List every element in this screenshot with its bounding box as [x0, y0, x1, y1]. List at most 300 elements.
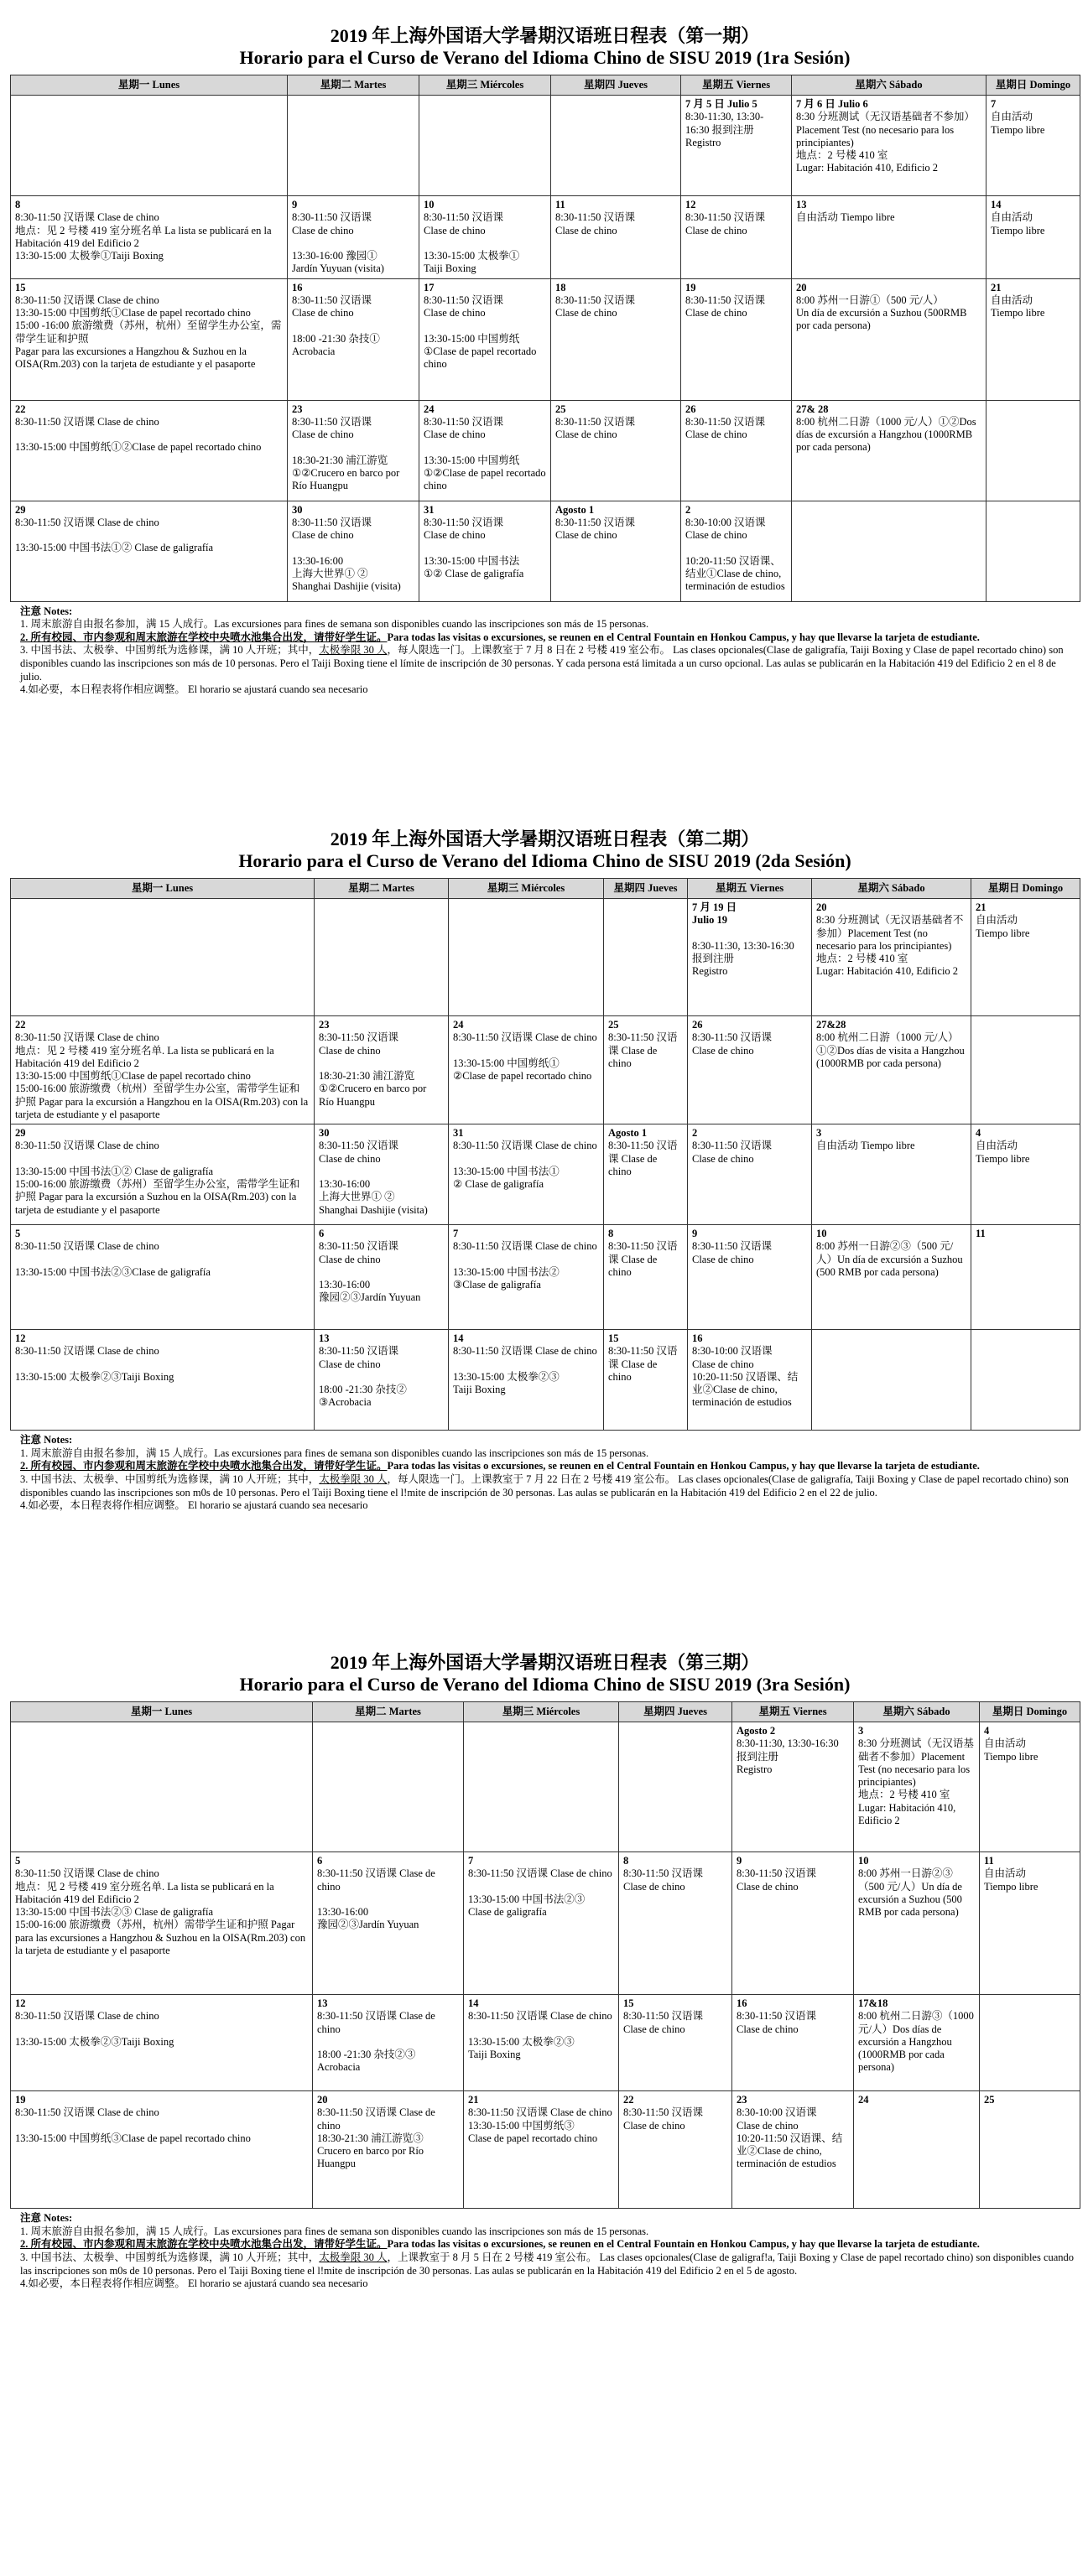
day-events: 8:30-11:50 汉语课 Clase de chino 13:30-15:00 中国书法② ③Clase de galigrafía — [453, 1240, 597, 1291]
col-header: 星期一 Lunes — [11, 878, 315, 898]
session-2 — [10, 828, 1080, 1513]
col-header: 星期六 Sábado — [854, 1701, 980, 1722]
day-date: 25 — [608, 1019, 619, 1031]
day-date: 21 — [468, 2094, 479, 2106]
day-date: 5 — [15, 1228, 21, 1240]
day-cell — [812, 1225, 971, 1330]
day-events: 8:30-11:50 汉语课 Clase de chino 13:30-15:00 太极拳① Taiji Boxing — [424, 211, 520, 275]
day-cell — [980, 1852, 1080, 1995]
day-events: 8:30-11:50 汉语课 Clase de chino 13:30-15:00 中国书法②③ Clase de galigrafía — [468, 1867, 612, 1919]
col-header: 星期六 Sábado — [812, 878, 971, 898]
day-cell — [11, 278, 288, 400]
day-cell — [419, 400, 551, 501]
day-cell — [11, 1124, 315, 1225]
day-cell — [288, 278, 419, 400]
day-date: 7 月 6 日 Julio 6 — [796, 98, 868, 111]
day-cell — [971, 1330, 1080, 1431]
day-date: 22 — [15, 402, 26, 415]
day-cell — [11, 1016, 315, 1124]
day-cell — [464, 2091, 619, 2209]
day-cell — [11, 1852, 313, 1995]
table-row — [11, 96, 1080, 196]
day-events: 8:30-11:50 汉语课 Clase de chino 13:30-15:00 中国剪纸③Clase de papel recortado chino — [15, 2106, 251, 2144]
day-cell — [681, 196, 792, 279]
day-cell — [688, 1016, 812, 1124]
day-date: 24 — [858, 2094, 869, 2106]
note-4: 4.如必要，本日程表将作相应调整。 El horario se ajustará cuando sea necesario — [20, 683, 368, 696]
day-cell — [812, 899, 971, 1016]
day-date: 16 — [292, 281, 303, 293]
table-row — [11, 278, 1080, 400]
note-3-u: 太极拳限 30 人 — [319, 644, 388, 657]
note-3 — [20, 2251, 1080, 2277]
day-date: 27&28 — [816, 1019, 846, 1031]
day-date: 11 — [555, 199, 565, 211]
table-row — [11, 1995, 1080, 2091]
day-events: 8:30-10:00 汉语课 Clase de chino 10:20-11:50 汉语课、结业②Clase de chino, terminación de estudios — [692, 1345, 799, 1409]
day-cell — [854, 1722, 980, 1852]
day-events: 8:30-11:50 汉语课 Clase de chino — [608, 1240, 678, 1278]
day-date: 12 — [15, 1997, 26, 2010]
title-zh: 2019 年上海外国语大学暑期汉语班日程表（第二期） — [330, 828, 760, 849]
notes — [10, 605, 1080, 697]
day-cell — [288, 501, 419, 601]
day-events: 8:30-11:50 汉语课 Clase de chino — [555, 211, 636, 236]
day-cell — [551, 501, 681, 601]
day-cell — [11, 2091, 313, 2209]
day-events: 8:30-11:50 汉语课 Clase de chino — [555, 415, 636, 441]
day-events: 8:30-11:50 汉语课 Clase de chino — [692, 1240, 773, 1265]
note-3-a: 3. 中国书法、太极拳、中国剪纸为选修课，满 10 人开班；其中， — [20, 1472, 320, 1485]
header-row — [11, 75, 1080, 95]
day-events: 8:30-11:50 汉语课 Clase de chino — [692, 1031, 773, 1057]
table-row — [11, 196, 1080, 279]
col-header: 星期四 Jueves — [619, 1701, 732, 1722]
day-events: 8:30-11:50 汉语课 Clase de chino 18:30-21:30 浦江游览 ①②Crucero en barco por Río Huangpu — [319, 1031, 427, 1108]
day-date: 29 — [15, 1127, 26, 1140]
day-date: 19 — [15, 2094, 26, 2106]
day-date: Agosto 1 — [608, 1127, 648, 1140]
day-cell — [419, 96, 551, 196]
day-cell — [971, 899, 1080, 1016]
day-date: 24 — [453, 1019, 464, 1031]
note-4: 4.如必要，本日程表将作相应调整。 El horario se ajustará cuando sea necesario — [20, 2277, 368, 2290]
day-events: 8:30-11:50 汉语课 Clase de chino 13:30-15:00 中国剪纸 ①②Clase de papel recortado chino — [424, 415, 546, 492]
note-2-es: Para todas las visitas o excursiones, se reunen en el Central Fountain en Honkou Campus, y hay que llevarse la tarjeta de estudiante. — [387, 631, 980, 643]
note-3-a: 3. 中国书法、太极拳、中国剪纸为选修课，满 10 人开班；其中， — [20, 644, 320, 657]
day-date: 12 — [685, 199, 696, 211]
day-events: 8:30-11:50 汉语课 Clase de chino 18:30-21:30 浦江游览 ①②Crucero en barco por Río Huangpu — [292, 415, 400, 492]
day-events: 8:30 分班测试（无汉语基础者不参加）Placement Test (no necesario para los principiantes) 地点：2 号楼 410 室 Lugar: Habitación 410, Edificio 2 — [858, 1737, 974, 1826]
day-date: 17&18 — [858, 1997, 888, 2010]
table-row — [11, 501, 1080, 601]
day-date: 8 — [623, 1855, 629, 1867]
day-cell — [604, 1124, 688, 1225]
day-date: 7 月 19 日 Julio 19 — [692, 901, 737, 927]
day-date: 31 — [424, 503, 435, 516]
day-date: Agosto 1 — [555, 503, 595, 516]
col-header: 星期四 Jueves — [551, 75, 681, 95]
day-date: 16 — [692, 1332, 703, 1345]
day-cell — [464, 1722, 619, 1852]
day-cell — [11, 400, 288, 501]
day-events: 8:30-11:50 汉语课 Clase de chino 13:30-15:00 中国剪纸①②Clase de papel recortado chino — [15, 415, 262, 454]
session-3-title — [10, 1652, 1080, 1696]
col-header: 星期日 Domingo — [980, 1701, 1080, 1722]
day-cell — [980, 1722, 1080, 1852]
day-cell — [11, 1225, 315, 1330]
day-date: 13 — [317, 1997, 328, 2010]
day-events: 8:30-11:50 汉语课 Clase de chino — [555, 516, 636, 542]
day-cell — [11, 1995, 313, 2091]
note-3-b: ，每人限选一门。上课教室于 7 月 8 日在 2 号楼 419 室公布。 Las clases opcionales(Clase de galigrafía, Taiji Boxing y Clase de papel recortado chino) son disponibles cuando las inscripciones son más de 10 personas. Pero el Taiji Boxing tiene el límite de inscripción de 30 personas. Y cada persona está limitada a un curso opcional. Las aulas se publicarán en la Habitación 419 del Edificio 2 en el 8 de julio. — [20, 644, 1064, 683]
day-events: 8:30-11:50 汉语课 Clase de chino — [608, 1345, 678, 1383]
day-events: 8:30-10:00 汉语课 Clase de chino 10:20-11:50 汉语课、结业①Clase de chino, terminación de estudios — [685, 516, 785, 593]
day-events: 8:30-11:50 汉语课 Clase de chino 18:00 -21:30 杂技②③ Acrobacia — [317, 2010, 435, 2074]
day-cell — [449, 1124, 604, 1225]
note-2-es: Para todas las visitas o excursiones, se reunen en el Central Fountain en Honkou Campus, y hay que llevarse la tarjeta de estudiante. — [387, 2238, 980, 2251]
day-events: 8:00 杭州二日游（1000 元/人）①②Dos días de excursión a Hangzhou (1000RMB por cada persona) — [796, 415, 979, 454]
note-2-zh: 2. 所有校园、市内参观和周末旅游在学校中央喷水池集合出发，请带好学生证。 — [20, 631, 388, 643]
header-row — [11, 878, 1080, 898]
table-row — [11, 1852, 1080, 1995]
col-header: 星期日 Domingo — [986, 75, 1080, 95]
day-date: 8 — [608, 1228, 614, 1240]
day-date: 2 — [685, 503, 691, 516]
col-header: 星期五 Viernes — [681, 75, 792, 95]
day-events: 8:30-11:50 汉语课 Clase de chino — [623, 1867, 704, 1893]
day-date: 13 — [319, 1332, 330, 1345]
day-date: 27& 28 — [796, 402, 829, 415]
day-events: 8:30 分班测试（无汉语基础者不参加）Placement Test (no necesario para los principiantes) 地点：2 号楼 410 室 Lugar: Habitación 410, Edificio 2 — [816, 914, 964, 978]
day-cell — [551, 400, 681, 501]
day-events: 8:30-11:50 汉语课 Clase de chino 13:30-16:00 豫园②③Jardín Yuyuan — [317, 1867, 435, 1931]
day-cell — [792, 278, 986, 400]
day-cell — [688, 1124, 812, 1225]
day-date: 20 — [816, 901, 827, 914]
notes — [10, 2212, 1080, 2291]
note-3-b: ，上课教室于 8 月 5 日在 2 号楼 419 室公布。 Las clases opcionales(Clase de galigraf!a, Taiji Boxing y Clase de papel recortado chino) son disponibles cuando las inscripciones son m0s de 10 personas. Pero el Taiji Boxing tiene el l!mite de inscripción de 30 personas. Las aulas se publicarán en la Habitación 419 del Edificio 2 en el 5 de agosto. — [20, 2251, 1075, 2277]
day-date: 7 — [991, 98, 997, 111]
title-zh: 2019 年上海外国语大学暑期汉语班日程表（第一期） — [330, 25, 760, 46]
col-header: 星期一 Lunes — [11, 75, 288, 95]
day-events: 自由活动 Tiempo libre — [796, 211, 895, 224]
day-date: 29 — [15, 503, 26, 516]
day-date: 3 — [858, 1725, 864, 1737]
day-cell — [854, 2091, 980, 2209]
day-events: 自由活动 Tiempo libre — [991, 111, 1045, 136]
day-cell — [315, 899, 449, 1016]
day-date: 12 — [15, 1332, 26, 1345]
day-cell — [971, 1225, 1080, 1330]
day-date: 31 — [453, 1127, 464, 1140]
day-cell — [288, 400, 419, 501]
notes — [10, 1434, 1080, 1513]
day-date: 5 — [15, 1855, 21, 1867]
day-events: 8:30-11:30, 13:30-16:30 报到注册 Registro — [685, 111, 764, 148]
day-events: 8:30-11:50 汉语课 Clase de chino 13:30-15:00 中国书法① ② Clase de galigrafía — [453, 1140, 597, 1191]
day-cell — [681, 96, 792, 196]
day-date: Agosto 2 — [737, 1725, 776, 1737]
notes-heading: 注意 Notes: — [20, 605, 73, 617]
note-3-b: ，每人限选一门。上课教室于 7 月 22 日在 2 号楼 419 室公布。 Las clases opcionales(Clase de galigrafía, Taiji Boxing y Clase de papel recortado chino) son disponibles cuando las inscripciones son m0s de 10 personas. Pero el Taiji Boxing tiene el l!mite de inscripción de 30 personas. Las aulas se publicarán en la Habitación 419 del Edificio 2 en el 22 de julio. — [20, 1472, 1069, 1498]
table-row — [11, 2091, 1080, 2209]
col-header: 星期五 Viernes — [688, 878, 812, 898]
note-3 — [20, 644, 1080, 683]
note-3-a: 3. 中国书法、太极拳、中国剪纸为选修课，满 10 人开班；其中， — [20, 2251, 320, 2263]
day-date: 20 — [317, 2094, 328, 2106]
day-cell — [688, 1225, 812, 1330]
day-events: 8:30-11:50 汉语课 Clase de chino 13:30-15:00 太极拳②③ Taiji Boxing — [453, 1345, 597, 1396]
day-date: 4 — [984, 1725, 990, 1737]
day-events: 8:30-11:50 汉语课 Clase de chino — [685, 293, 766, 319]
day-date: 4 — [976, 1127, 981, 1140]
day-date: 23 — [292, 402, 303, 415]
col-header: 星期五 Viernes — [732, 1701, 854, 1722]
day-cell — [449, 899, 604, 1016]
day-date: 15 — [15, 281, 26, 293]
day-date: 11 — [984, 1855, 994, 1867]
day-cell — [11, 899, 315, 1016]
day-events: 8:30-11:50 汉语课 Clase de chino — [608, 1031, 678, 1069]
day-cell — [688, 1330, 812, 1431]
day-date: 30 — [319, 1127, 330, 1140]
day-events: 自由活动 Tiempo libre — [984, 1867, 1039, 1893]
day-events: 8:00 杭州二日游③（1000 元/人）Dos días de excursión a Hangzhou (1000RMB por cada persona) — [858, 2010, 976, 2074]
day-events: 8:30-10:00 汉语课 Clase de chino 10:20-11:50 汉语课、结业②Clase de chino, terminación de estudios — [737, 2106, 843, 2170]
day-date: 7 月 5 日 Julio 5 — [685, 98, 757, 111]
day-date: 22 — [623, 2094, 634, 2106]
day-date: 3 — [816, 1127, 822, 1140]
day-events: 8:30-11:50 汉语课 Clase de chino — [737, 1867, 817, 1893]
day-cell — [980, 1995, 1080, 2091]
notes-heading: 注意 Notes: — [20, 2212, 73, 2225]
day-cell — [11, 196, 288, 279]
day-events: 8:00 苏州一日游②③（500 元/人）Un día de excursión a Suzhou (500 RMB por cada persona) — [816, 1240, 966, 1278]
day-cell — [971, 1016, 1080, 1124]
day-date: 11 — [976, 1228, 986, 1240]
schedule-table — [10, 75, 1080, 602]
day-date: 9 — [292, 199, 298, 211]
day-events: 8:30-11:50 汉语课 Clase de chino 13:30-15:00 中国剪纸① ②Clase de papel recortado chino — [453, 1031, 597, 1083]
day-date: 6 — [317, 1855, 323, 1867]
day-events: 8:30-11:50 汉语课 Clase de chino 13:30-15:00 太极拳②③Taiji Boxing — [15, 1345, 174, 1383]
day-date: 7 — [468, 1855, 474, 1867]
day-cell — [604, 1330, 688, 1431]
note-4: 4.如必要，本日程表将作相应调整。 El horario se ajustará cuando sea necesario — [20, 1499, 368, 1512]
note-2 — [20, 631, 1080, 645]
note-1: 1. 周末旅游自由报名参加，满 15 人成行。Las excursiones para fines de semana son disponibles cuando las inscripciones son más de 15 personas. — [20, 618, 649, 631]
day-events: 自由活动 Tiempo libre — [976, 914, 1030, 939]
day-cell — [986, 196, 1080, 279]
notes-heading: 注意 Notes: — [20, 1434, 73, 1446]
day-events: 8:00 苏州一日游②③（500 元/人）Un día de excursión a Suzhou (500 RMB por cada persona) — [858, 1867, 966, 1919]
day-events: 8:30-11:50 汉语课 Clase de chino — [737, 2010, 817, 2035]
day-date: 14 — [453, 1332, 464, 1345]
day-events: 8:30-11:50 汉语课 Clase de chino 13:30-15:00 中国书法 ①② Clase de galigrafía — [424, 516, 524, 579]
day-date: 23 — [319, 1019, 330, 1031]
title-zh: 2019 年上海外国语大学暑期汉语班日程表（第三期） — [330, 1652, 760, 1673]
note-1: 1. 周末旅游自由报名参加，满 15 人成行。Las excursiones para fines de semana son disponibles cuando las inscripciones son más de 15 personas. — [20, 2225, 649, 2237]
day-date: 25 — [555, 402, 566, 415]
day-date: 6 — [319, 1228, 325, 1240]
day-cell — [604, 899, 688, 1016]
day-cell — [604, 1225, 688, 1330]
col-header: 星期四 Jueves — [604, 878, 688, 898]
day-cell — [812, 1330, 971, 1431]
day-date: 7 — [453, 1228, 459, 1240]
day-date: 14 — [991, 199, 1002, 211]
day-cell — [315, 1016, 449, 1124]
day-cell — [619, 1852, 732, 1995]
day-events: 8:00 杭州二日游（1000 元/人）①②Dos días de visita a Hangzhou (1000RMB por cada persona) — [816, 1031, 967, 1069]
table-body — [11, 899, 1080, 1431]
day-date: 26 — [685, 402, 696, 415]
day-events: 8:30-11:50 汉语课 Clase de chino — [685, 211, 766, 236]
day-events: 8:30-11:50 汉语课 Clase de chino 18:00 -21:30 杂技① Acrobacia — [292, 293, 380, 357]
day-events: 8:30-11:50 汉语课 Clase de chino 地点：见 2 号楼 419 室分班名单 La lista se publicará en la Habitación 419 del Edificio 2 13:30-15:00 太极拳①Taiji Boxing — [15, 211, 272, 262]
day-date: 17 — [424, 281, 435, 293]
day-cell — [11, 1722, 313, 1852]
day-events: 8:30-11:50 汉语课 Clase de chino 13:30-15:00 中国剪纸 ①Clase de papel recortado chino — [424, 293, 537, 371]
note-2-zh: 2. 所有校园、市内参观和周末旅游在学校中央喷水池集合出发，请带好学生证。 — [20, 2238, 388, 2251]
day-cell — [11, 96, 288, 196]
day-cell — [419, 196, 551, 279]
day-events: 8:30-11:50 汉语课 Clase de chino 13:30-16:00 上海大世界① ② Shanghai Dashijie (visita) — [319, 1140, 428, 1216]
day-date: 14 — [468, 1997, 479, 2010]
day-cell — [681, 400, 792, 501]
day-date: 13 — [796, 199, 807, 211]
day-date: 9 — [737, 1855, 742, 1867]
day-events: 8:30-11:50 汉语课 Clase de chino — [623, 2106, 704, 2132]
day-events: 8:30-11:50 汉语课 Clase de chino 13:30-15:00 太极拳②③ Taiji Boxing — [468, 2010, 612, 2061]
day-events: 8:30-11:50 汉语课 Clase de chino 13:30-15:00 太极拳②③Taiji Boxing — [15, 2010, 174, 2048]
day-cell — [419, 501, 551, 601]
day-date: 19 — [685, 281, 696, 293]
day-events: 8:30-11:50 汉语课 Clase de chino 13:30-15:00 中国剪纸①Clase de papel recortado chino 15:00 -16:00 旅游缴费（苏州，杭州）至留学生办公室，需带学生证和护照 Pagar para las excursiones a Hangzhou & Suzhou en la OISA(Rm.203) con la tarjeta de estudiante y el pasaporte — [15, 293, 282, 371]
day-events: 自由活动 Tiempo libre — [991, 293, 1045, 319]
day-cell — [449, 1016, 604, 1124]
col-header: 星期三 Miércoles — [464, 1701, 619, 1722]
table-row — [11, 1722, 1080, 1852]
day-cell — [792, 96, 986, 196]
day-cell — [812, 1016, 971, 1124]
day-cell — [419, 278, 551, 400]
col-header: 星期三 Miércoles — [449, 878, 604, 898]
day-cell — [986, 96, 1080, 196]
day-cell — [792, 196, 986, 279]
day-events: 自由活动 Tiempo libre — [991, 211, 1045, 236]
table-row — [11, 400, 1080, 501]
day-events: 自由活动 Tiempo libre — [984, 1737, 1039, 1763]
session-1 — [10, 25, 1080, 697]
day-cell — [619, 1722, 732, 1852]
day-cell — [315, 1330, 449, 1431]
day-cell — [449, 1330, 604, 1431]
day-events: 8:30-11:50 汉语课 Clase de chino — [608, 1140, 678, 1177]
note-2 — [20, 2238, 1080, 2251]
day-cell — [11, 501, 288, 601]
day-cell — [313, 1995, 464, 2091]
day-events: 8:30-11:50 汉语课 Clase de chino 13:30-15:00 中国书法①② Clase de galigrafía — [15, 516, 214, 554]
day-cell — [604, 1016, 688, 1124]
day-cell — [854, 1995, 980, 2091]
day-cell — [854, 1852, 980, 1995]
day-events: 8:30-11:50 汉语课 Clase de chino 13:30-15:00 中国书法①② Clase de galigrafía 15:00-16:00 旅游缴费（苏州）至留学生办公室，需带学生证和护照 Pagar para la excursión a Suzhou en la OISA(Rm.203) con la tarjeta de estudiante y el pasaporte — [15, 1140, 300, 1216]
note-2-es: Para todas las visitas o excursiones, se reunen en el Central Fountain en Honkou Campus, y hay que llevarse la tarjeta de estudiante. — [387, 1460, 980, 1472]
day-events: 8:30-11:50 汉语课 Clase de chino 13:30-16:00 豫园②③Jardín Yuyuan — [319, 1240, 421, 1304]
note-3-u: 太极拳限 30 人 — [319, 1472, 388, 1485]
day-date: 22 — [15, 1019, 26, 1031]
table-body — [11, 1722, 1080, 2209]
day-cell — [792, 400, 986, 501]
day-cell — [315, 1225, 449, 1330]
day-cell — [732, 1995, 854, 2091]
day-cell — [681, 501, 792, 601]
day-events: 8:30-11:50 汉语课 Clase de chino 18:30-21:30 浦江游览③ Crucero en barco por Río Huangpu — [317, 2106, 435, 2170]
title-es: Horario para el Curso de Verano del Idioma Chino de SISU 2019 (2da Sesión) — [238, 850, 851, 872]
header-row — [11, 1701, 1080, 1722]
session-2-title — [10, 828, 1080, 873]
day-date: 16 — [737, 1997, 747, 2010]
day-events: 8:30-11:50 汉语课 Clase de chino 13:30-16:00 豫园① Jardín Yuyuan (visita) — [292, 211, 384, 275]
day-cell — [313, 1852, 464, 1995]
day-date: 9 — [692, 1228, 698, 1240]
day-events: 8:30-11:50 汉语课 Clase de chino — [623, 2010, 704, 2035]
table-row — [11, 899, 1080, 1016]
day-events: 8:30-11:50 汉语课 Clase de chino 18:00 -21:30 杂技② ③Acrobacia — [319, 1345, 407, 1409]
table-row — [11, 1225, 1080, 1330]
note-2 — [20, 1460, 1080, 1473]
day-events: 8:30 分班测试（无汉语基础者不参加）Placement Test (no necesario para los principiantes) 地点：2 号楼 410 室 Lugar: Habitación 410, Edificio 2 — [796, 111, 975, 174]
day-date: 20 — [796, 281, 807, 293]
day-date: 21 — [991, 281, 1002, 293]
day-cell — [551, 196, 681, 279]
table-row — [11, 1124, 1080, 1225]
day-events: 自由活动 Tiempo libre — [816, 1140, 915, 1152]
day-events: 自由活动 Tiempo libre — [976, 1140, 1030, 1165]
day-events: 8:30-11:50 汉语课 Clase de chino 地点：见 2 号楼 419 室分班名单. La lista se publicará en la Habitación 419 del Edificio 2 13:30-15:00 中国书法②③ Clase de galigrafía 15:00-16:00 旅游缴费（苏州，杭州）需带学生证和护照 Pagar para las excursiones a Hangzhou & Suzhou en la OISA(Rm.203) con la tarjeta de estudiante y el pasaporte — [15, 1867, 306, 1956]
day-cell — [792, 501, 986, 601]
col-header: 星期一 Lunes — [11, 1701, 313, 1722]
day-cell — [313, 2091, 464, 2209]
day-cell — [812, 1124, 971, 1225]
day-date: 15 — [608, 1332, 619, 1345]
note-3-u: 太极拳限 30 人 — [319, 2251, 388, 2263]
session-1-title — [10, 25, 1080, 70]
day-date: 15 — [623, 1997, 634, 2010]
day-date: 10 — [424, 199, 435, 211]
col-header: 星期三 Miércoles — [419, 75, 551, 95]
day-events: 8:30-11:50 汉语课 Clase de chino 13:30-16:00 上海大世界① ② Shanghai Dashijie (visita) — [292, 516, 401, 593]
day-date: 10 — [816, 1228, 827, 1240]
table-body — [11, 96, 1080, 602]
day-events: 8:30-11:50 汉语课 Clase de chino 13:30-15:00 中国书法②③Clase de galigrafía — [15, 1240, 211, 1278]
day-cell — [619, 1995, 732, 2091]
day-cell — [315, 1124, 449, 1225]
day-cell — [681, 278, 792, 400]
session-3 — [10, 1652, 1080, 2291]
day-cell — [980, 2091, 1080, 2209]
day-cell — [986, 278, 1080, 400]
day-date: 26 — [692, 1019, 703, 1031]
day-date: 23 — [737, 2094, 747, 2106]
day-events: 8:30-11:50 汉语课 Clase de chino — [685, 415, 766, 441]
day-cell — [464, 1852, 619, 1995]
day-date: 24 — [424, 402, 435, 415]
title-es: Horario para el Curso de Verano del Idioma Chino de SISU 2019 (3ra Sesión) — [239, 1674, 851, 1696]
day-cell — [619, 2091, 732, 2209]
